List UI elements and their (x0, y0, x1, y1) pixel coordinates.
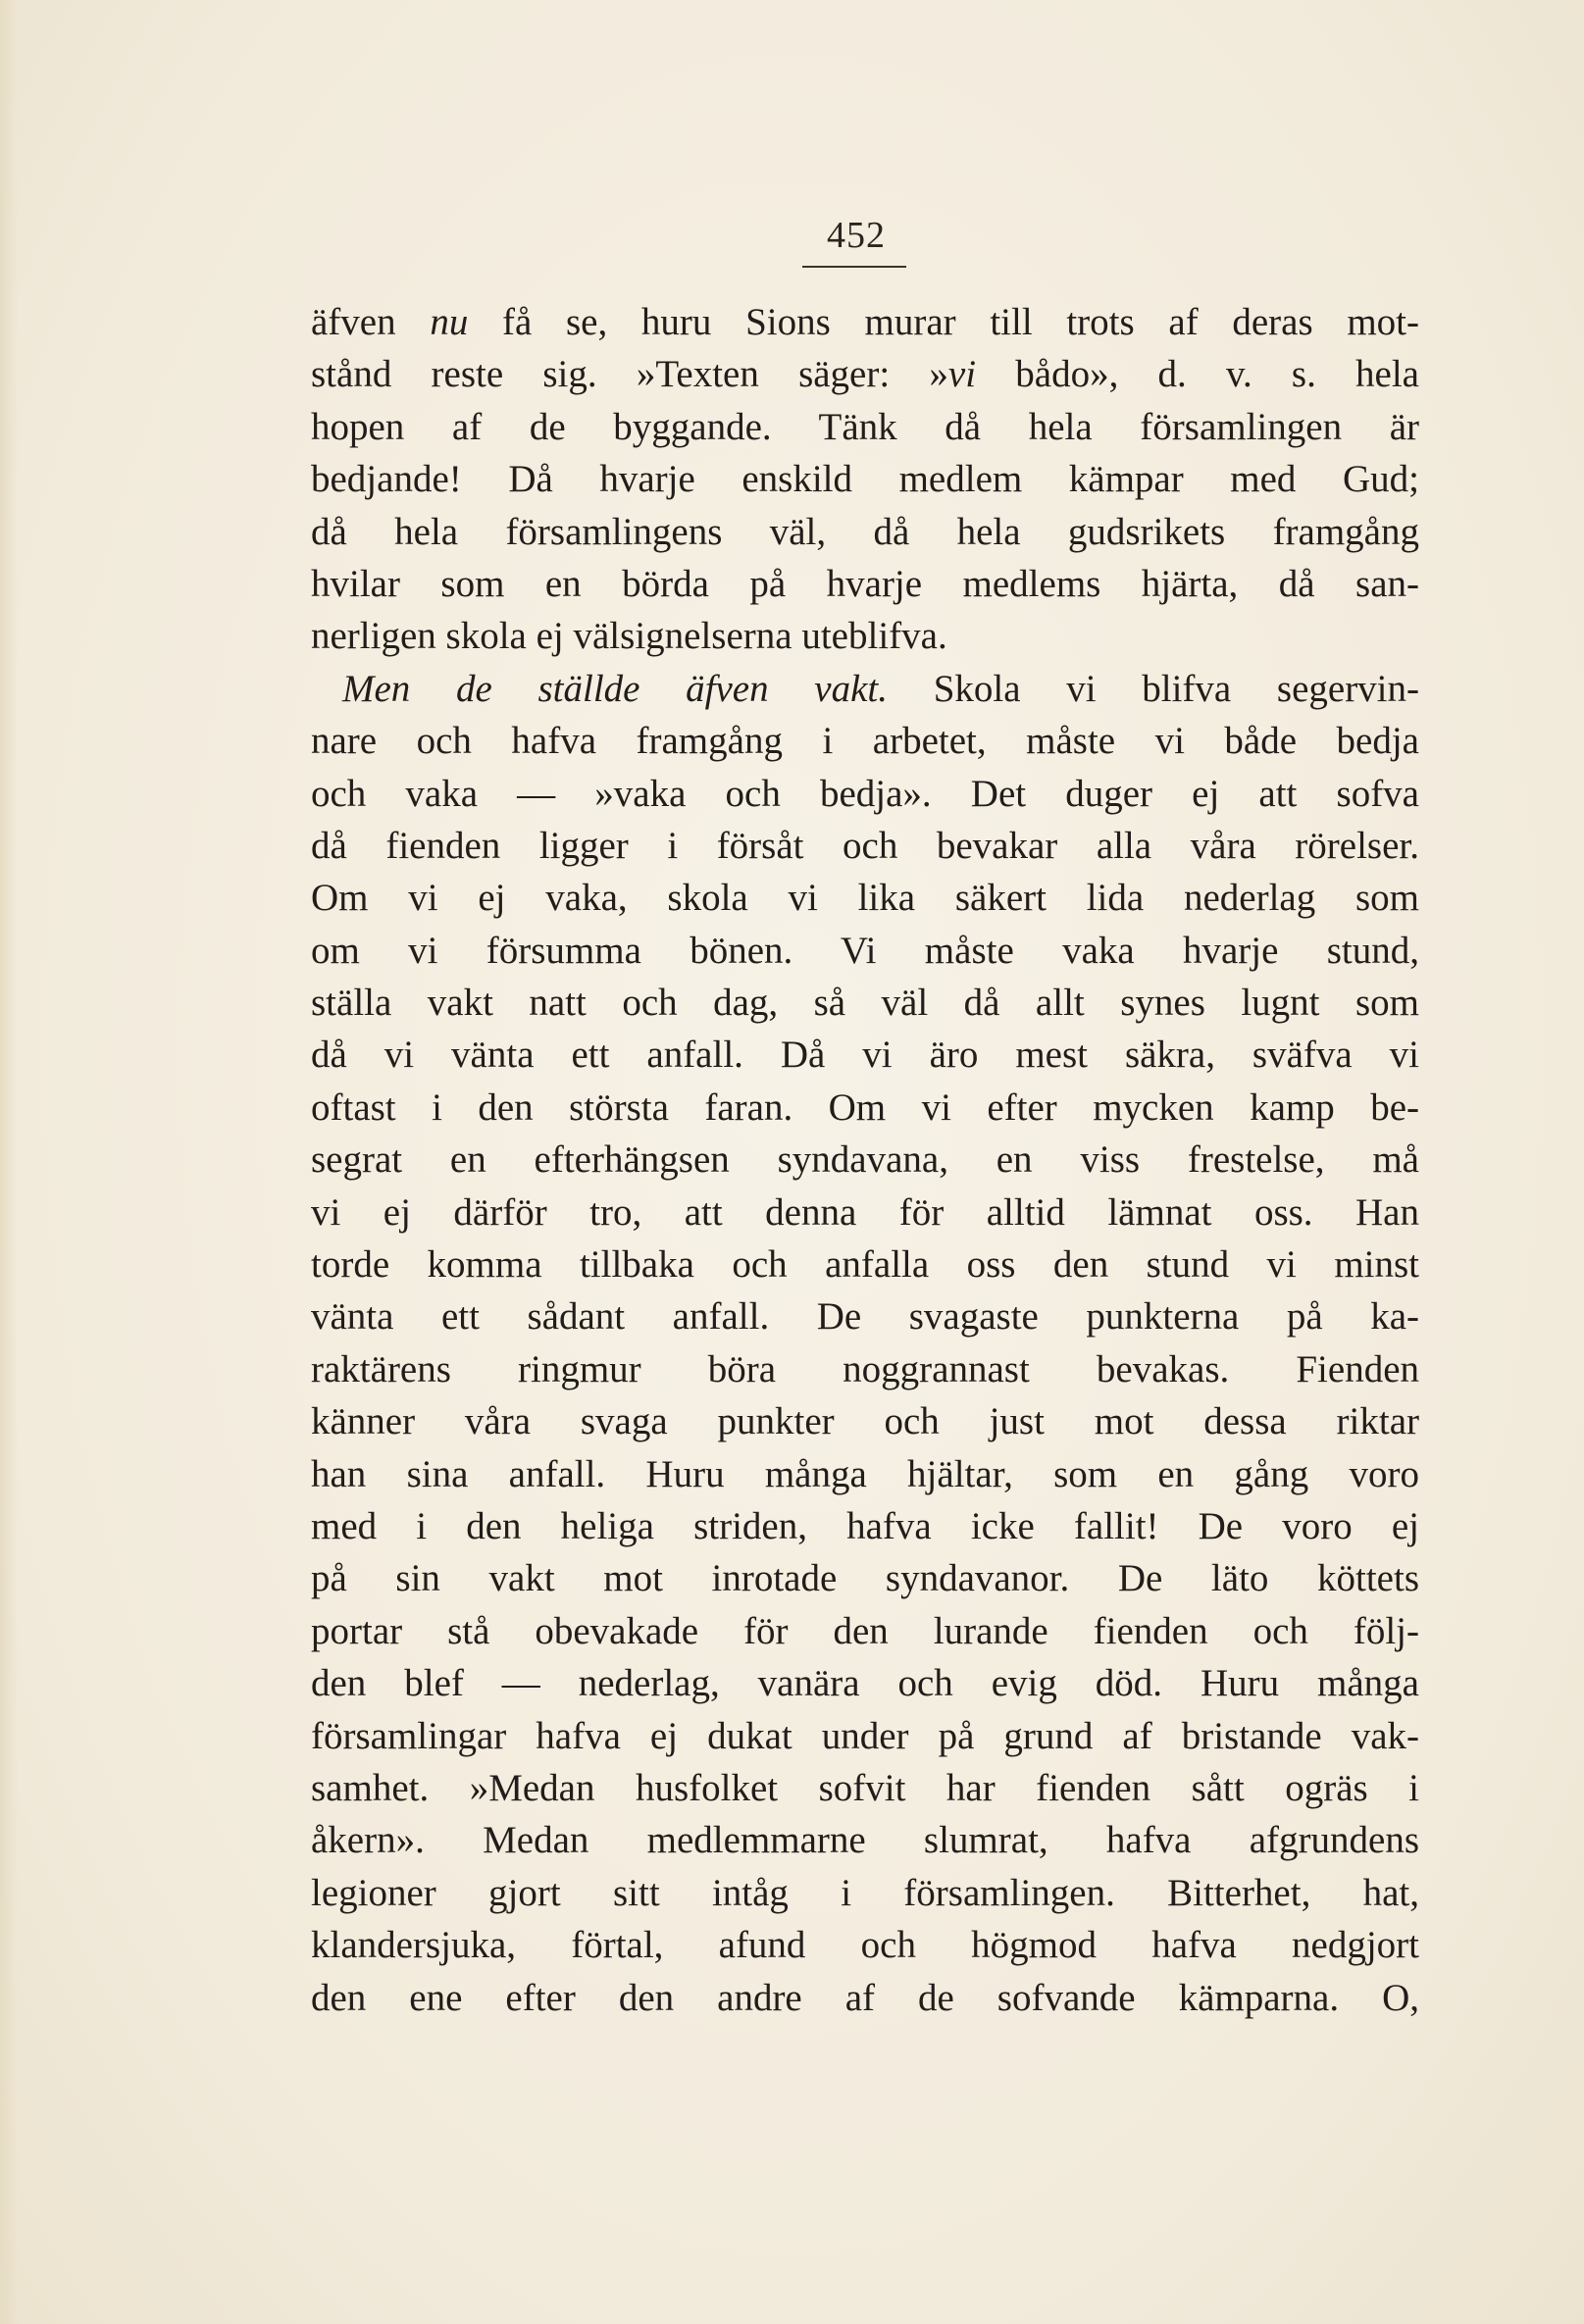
text-run: åkern». Medan medlemmarne slumrat, hafva afgrundens (311, 1819, 1419, 1862)
text-run: segrat en efterhängsen syndavana, en viss frestelse, må (311, 1138, 1419, 1182)
italic-text: vi (947, 353, 977, 396)
text-line (311, 1290, 1419, 1342)
text-line (311, 1343, 1419, 1395)
text-run: med i den heliga striden, hafva icke fallit! De voro ej (311, 1504, 1419, 1547)
text-run: känner våra svaga punkter och just mot dessa riktar (311, 1400, 1419, 1443)
text-line (311, 1238, 1419, 1290)
text-run: klandersjuka, förtal, afund och högmod hafva nedgjort (311, 1924, 1419, 1967)
text-line (311, 453, 1419, 505)
text-run: då fienden ligger i försåt och bevakar alla våra rörelser. (311, 824, 1419, 867)
text-line (311, 1972, 1419, 2024)
text-run: nerligen skola ej välsignelserna uteblifva. (311, 615, 947, 658)
text-run: stånd reste sig. »Texten säger: » (311, 353, 948, 396)
text-run: då vi vänta ett anfall. Då vi äro mest säkra, sväfva vi (311, 1034, 1419, 1077)
text-line (311, 296, 1419, 348)
text-run: den blef — nederlag, vanära och evig död. Huru många (311, 1662, 1419, 1705)
text-line (311, 1919, 1419, 1971)
text-line (311, 610, 1419, 662)
text-line (311, 1448, 1419, 1500)
text-line (311, 1867, 1419, 1919)
text-line (311, 1187, 1419, 1238)
text-line (311, 820, 1419, 872)
text-line (311, 1500, 1419, 1552)
text-line (311, 925, 1419, 977)
text-run: bedjande! Då hvarje enskild medlem kämpar med Gud; (311, 458, 1419, 501)
text-line (311, 1082, 1419, 1134)
text-run: raktärens ringmur böra noggrannast bevakas. Fienden (311, 1347, 1419, 1390)
text-run: Skola vi blifva segervin- (888, 667, 1419, 710)
text-line (311, 977, 1419, 1029)
text-run: ställa vakt natt och dag, så väl då allt synes lugnt som (311, 982, 1419, 1025)
text-run: nare och hafva framgång i arbetet, måste vi både bedja (311, 720, 1419, 763)
text-run: oftast i den största faran. Om vi efter mycken kamp be- (311, 1086, 1419, 1129)
text-run: han sina anfall. Huru många hjältar, som en gång voro (311, 1452, 1419, 1495)
text-line (311, 1814, 1419, 1866)
text-line (311, 872, 1419, 924)
text-line (311, 1762, 1419, 1814)
italic-text: Men de ställde äfven vakt. (342, 667, 889, 710)
text-run: den ene efter den andre af de sofvande kämparna. O, (311, 1976, 1419, 2019)
text-run: legioner gjort sitt intåg i församlingen. Bitterhet, hat, (311, 1871, 1419, 1914)
text-run: torde komma tillbaka och anfalla oss den stund vi minst (311, 1243, 1419, 1287)
text-line (311, 348, 1419, 400)
page-edge-shadow (0, 0, 18, 2324)
text-line (311, 506, 1419, 558)
text-line (311, 1605, 1419, 1657)
text-line (311, 1710, 1419, 1762)
text-line (311, 1029, 1419, 1081)
text-line (311, 768, 1419, 820)
text-run: hvilar som en börda på hvarje medlems hjärta, då san- (311, 562, 1419, 605)
text-run: och vaka — »vaka och bedja». Det duger ej att sofva (311, 772, 1419, 815)
text-run: samhet. »Medan husfolket sofvit har fienden sått ogräs i (311, 1766, 1419, 1809)
text-line (311, 558, 1419, 610)
page-number-underline (802, 266, 906, 268)
page-number: 452 (827, 215, 886, 256)
text-run: äfven (311, 301, 431, 343)
text-run: portar stå obevakade för den lurande fienden och följ- (311, 1609, 1419, 1652)
text-run: församlingar hafva ej dukat under på grund af bristande vak- (311, 1714, 1419, 1757)
text-line (311, 663, 1419, 715)
text-run: bådo», d. v. s. hela (976, 353, 1419, 396)
text-line (311, 1657, 1419, 1709)
text-run: hopen af de byggande. Tänk då hela församlingen är (311, 405, 1419, 448)
text-line (311, 1552, 1419, 1604)
text-run: då hela församlingens väl, då hela gudsrikets framgång (311, 510, 1419, 553)
text-run: om vi försumma bönen. Vi måste vaka hvarje stund, (311, 929, 1419, 972)
text-line (311, 1395, 1419, 1447)
text-line (311, 401, 1419, 453)
italic-text: nu (430, 301, 469, 343)
text-run: på sin vakt mot inrotade syndavanor. De läto köttets (311, 1557, 1419, 1600)
text-run: vi ej därför tro, att denna för alltid lämnat oss. Han (311, 1190, 1419, 1234)
text-run: Om vi ej vaka, skola vi lika säkert lida nederlag som (311, 877, 1419, 920)
text-run: få se, huru Sions murar till trots af deras mot- (468, 301, 1419, 343)
text-line (311, 715, 1419, 767)
text-line (311, 1134, 1419, 1186)
body-text (311, 296, 1419, 2024)
text-run: vänta ett sådant anfall. De svagaste punkterna på ka- (311, 1295, 1419, 1339)
